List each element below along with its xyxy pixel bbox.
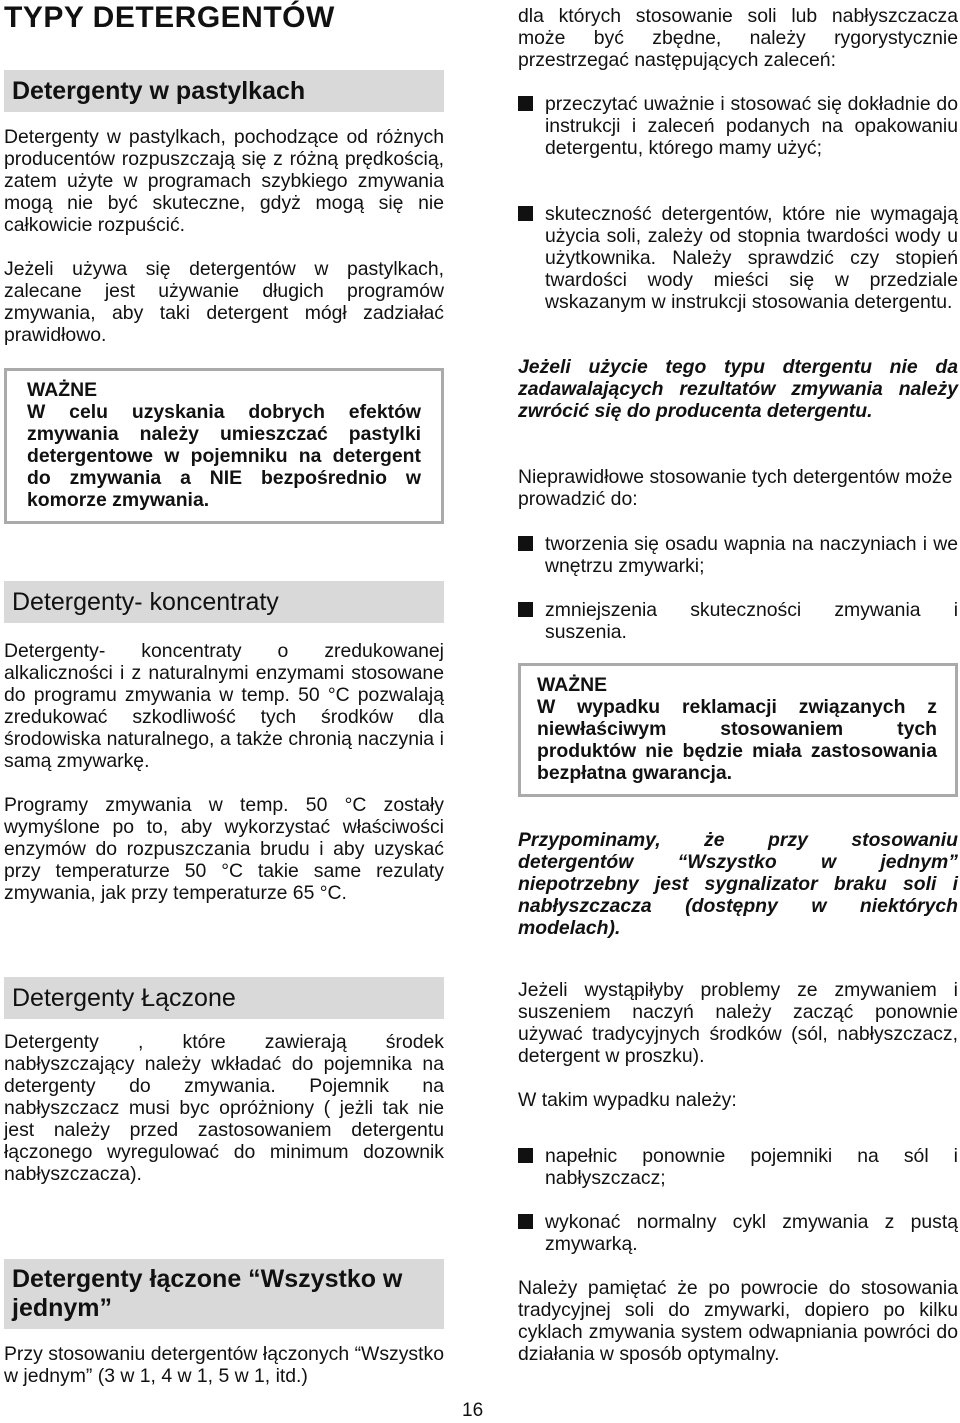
list-item: wykonać normalny cykl zmywania z pustą zmywarką. bbox=[518, 1211, 958, 1255]
final-paragraph: Należy pamiętać że po powrocie do stosowania tradycyjnej soli do zmywarki, dopiero po kilku cyklach zmywania system odwapniania powróci do działania w sposób optymalny. bbox=[518, 1277, 958, 1365]
bullet-square-icon bbox=[518, 602, 533, 617]
notice-text: W wypadku reklamacji związanych z niewłaściwym stosowaniem tych produktów nie będzie miała zastosowania bezpłatna gwarancja. bbox=[537, 696, 937, 784]
pastylki-paragraph-2: Jeżeli używa się detergentów w pastylkach, zalecane jest używanie długich programów zmywania, aby taki detergent mógł zadziałać prawidłowo. bbox=[4, 258, 444, 346]
important-notice-warranty bbox=[518, 663, 958, 797]
emphasis-paragraph-producer: Jeżeli użycie tego typu dtergentu nie da zadawalających rezultatów zmywania należy zwrócić się do producenta detergentu. bbox=[518, 356, 958, 422]
section-header-laczone: Detergenty Łączone bbox=[4, 977, 444, 1019]
then-paragraph: W takim wypadku należy: bbox=[518, 1089, 737, 1111]
important-notice-tablets bbox=[4, 368, 444, 524]
section-header-wszystko-w-jednym: Detergenty łączone “Wszystko w jednym” bbox=[4, 1259, 444, 1329]
section-header-koncentraty: Detergenty- koncentraty bbox=[4, 581, 444, 623]
page-title: TYPY DETERGENTÓW bbox=[4, 1, 335, 34]
notice-title: WAŻNE bbox=[27, 379, 98, 401]
list-item: skuteczność detergentów, które nie wymagają użycia soli, zależy od stopnia twardości wody u użytkownika. Należy sprawdzić czy stopień twardości wody mieści się w przedziale wskazanym w instrukcji stosowania detergentu. bbox=[518, 203, 958, 313]
emphasis-paragraph-reminder: Przypominamy, że przy stosowaniu detergentów “Wszystko w jednym” niepotrzebny jest sygnalizator braku soli i nabłyszczacza (dostępny w niektórych modelach). bbox=[518, 829, 958, 939]
pastylki-paragraph-1: Detergenty w pastylkach, pochodzące od różnych producentów rozpuszczają się z różną prędkością, zatem użyte w programach szybkiego zmywania mogą nie być skuteczne, gdyż mogą się nie całkowicie rozpuścić. bbox=[4, 126, 444, 236]
problems-paragraph: Jeżeli wystąpiłyby problemy ze zmywaniem i suszeniem naczyń należy zacząć ponownie używać tradycyjnych środków (sól, nabłyszczacz, detergent w proszku). bbox=[518, 979, 958, 1067]
bullet-square-icon bbox=[518, 96, 533, 111]
page-number: 16 bbox=[462, 1400, 484, 1421]
intro-paragraph: dla których stosowanie soli lub nabłyszczacza może być zbędne, należy rygorystycznie przestrzegać następujących zaleceń: bbox=[518, 5, 958, 71]
list-item: zmniejszenia skuteczności zmywania i suszenia. bbox=[518, 599, 958, 643]
wszystko-paragraph: Przy stosowaniu detergentów łączonych “Wszystko w jednym” (3 w 1, 4 w 1, 5 w 1, itd.) bbox=[4, 1343, 444, 1387]
koncentraty-paragraph-2: Programy zmywania w temp. 50 °C zostały wymyślone po to, aby wykorzystać właściwości enzymów do rozpuszczania brudu i aby uzyskać przy temperaturze 50 °C takie same rezulaty zmywania, jak przy temperaturze 65 °C. bbox=[4, 794, 444, 904]
notice-title: WAŻNE bbox=[537, 674, 608, 696]
notice-text: W celu uzyskania dobrych efektów zmywania należy umieszczać pastylki detergentowe w pojemniku na detergent do zmywania a NIE bezpośrednio w komorze zmywania. bbox=[27, 401, 421, 511]
bullet-square-icon bbox=[518, 206, 533, 221]
koncentraty-paragraph-1: Detergenty- koncentraty o zredukowanej alkaliczności i z naturalnymi enzymami stosowane do programu zmywania w temp. 50 °C pozwalają zredukować szkodliwość tych środków dla środowiska naturalnego, a także chronią naczynia i samą zmywarkę. bbox=[4, 640, 444, 772]
list-item: tworzenia się osadu wapnia na naczyniach i we wnętrzu zmywarki; bbox=[518, 533, 958, 577]
bullet-square-icon bbox=[518, 1214, 533, 1229]
section-header-pastylki: Detergenty w pastylkach bbox=[4, 70, 444, 112]
list-item: przeczytać uważnie i stosować się dokładnie do instrukcji i zaleceń podanych na opakowaniu detergentu, którego mamy użyć; bbox=[518, 93, 958, 159]
misuse-paragraph: Nieprawidłowe stosowanie tych detergentów może prowadzić do: bbox=[518, 466, 953, 510]
laczone-paragraph: Detergenty , które zawierają środek nabłyszczający należy wkładać do pojemnika na detergenty do zmywania. Pojemnik na nabłyszczacz musi byc opróżniony ( jeżli tak nie jest należy przed zastosowaniem detergentu łączonego wyregulować do minimum dozownik nabłyszczacza). bbox=[4, 1031, 444, 1185]
list-item: napełnic ponownie pojemniki na sól i nabłyszczacz; bbox=[518, 1145, 958, 1189]
bullet-square-icon bbox=[518, 536, 533, 551]
bullet-square-icon bbox=[518, 1148, 533, 1163]
